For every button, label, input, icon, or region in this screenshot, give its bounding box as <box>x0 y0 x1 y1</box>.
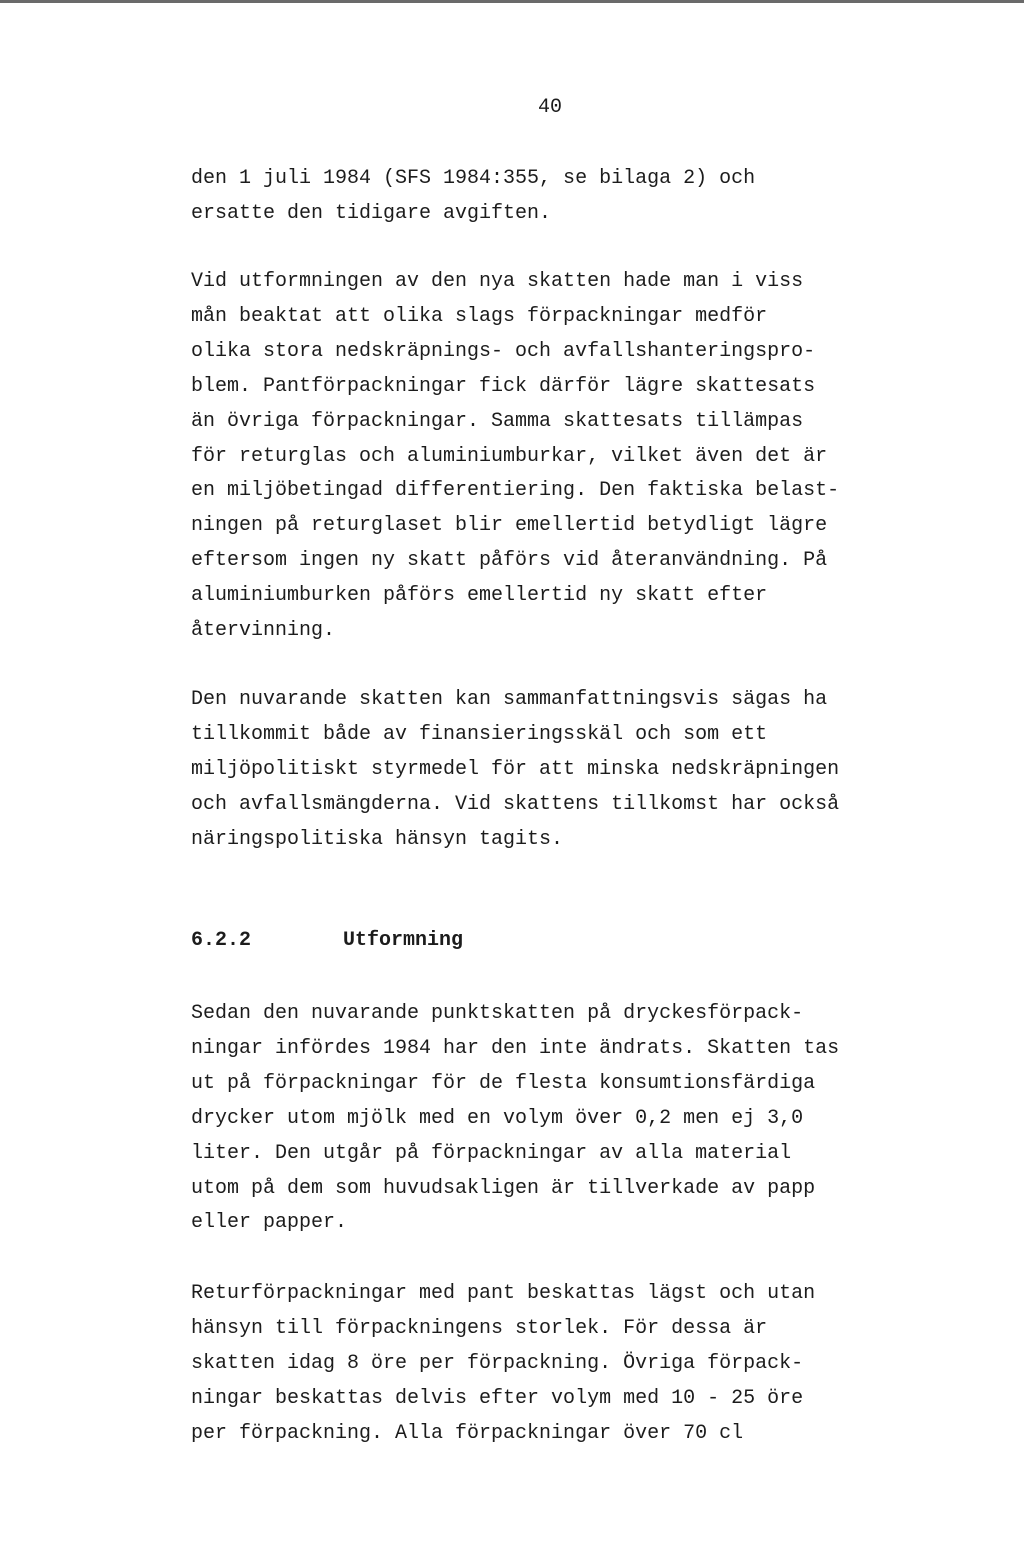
paragraph-current-tax-summary: Den nuvarande skatten kan sammanfattningsvis sägas ha tillkommit både av finansieringsskäl och som ett miljöpolitiskt styrmedel för att minska nedskräpningen och avfallsmängderna. Vid skattens tillkomst har också näringspolitiska hänsyn tagits. <box>191 688 840 851</box>
paragraph-tax-design: Vid utformningen av den nya skatten hade man i viss mån beaktat att olika slags förpackningar medför olika stora nedskräpnings- och avfallshanteringspro- blem. Pantförpackningar fick därför lägre skattesats än övriga förpackningar. Samma skattesats tillämpas för returglas och aluminiumburkar, vilket även det är en miljöbetingad differentiering. Den faktiska belast- ningen på returglaset blir emellertid betydligt lägre eftersom ingen ny skatt påförs vid återanvändning. På aluminiumburken påförs emellertid ny skatt efter återvinning. <box>191 270 840 643</box>
paragraph-return-packaging: Returförpackningar med pant beskattas lägst och utan hänsyn till förpackningens storlek. För dessa är skatten idag 8 öre per förpackning. Övriga förpack- ningar beskattas delvis efter volym med 10 - 25 öre per förpackning. Alla förpackningar över 70 cl <box>191 1282 816 1445</box>
paragraph-continuation: den 1 juli 1984 (SFS 1984:355, se bilaga 2) och ersatte den tidigare avgiften. <box>191 167 756 225</box>
section-number: 6.2.2 <box>191 929 252 952</box>
paragraph-introduction-1984: Sedan den nuvarande punktskatten på dryckesförpack- ningar infördes 1984 har den inte ändrats. Skatten tas ut på förpackningar för de flesta konsumtionsfärdiga drycker utom mjölk med en volym över 0,2 men ej 3,0 liter. Den utgår på förpackningar av alla material utom på dem som huvudsakligen är tillverkade av papp eller papper. <box>191 1002 840 1235</box>
section-heading <box>191 924 463 958</box>
page-number: 40 <box>537 96 562 119</box>
section-title: Utformning <box>343 929 464 952</box>
page-top-edge <box>0 0 1024 3</box>
